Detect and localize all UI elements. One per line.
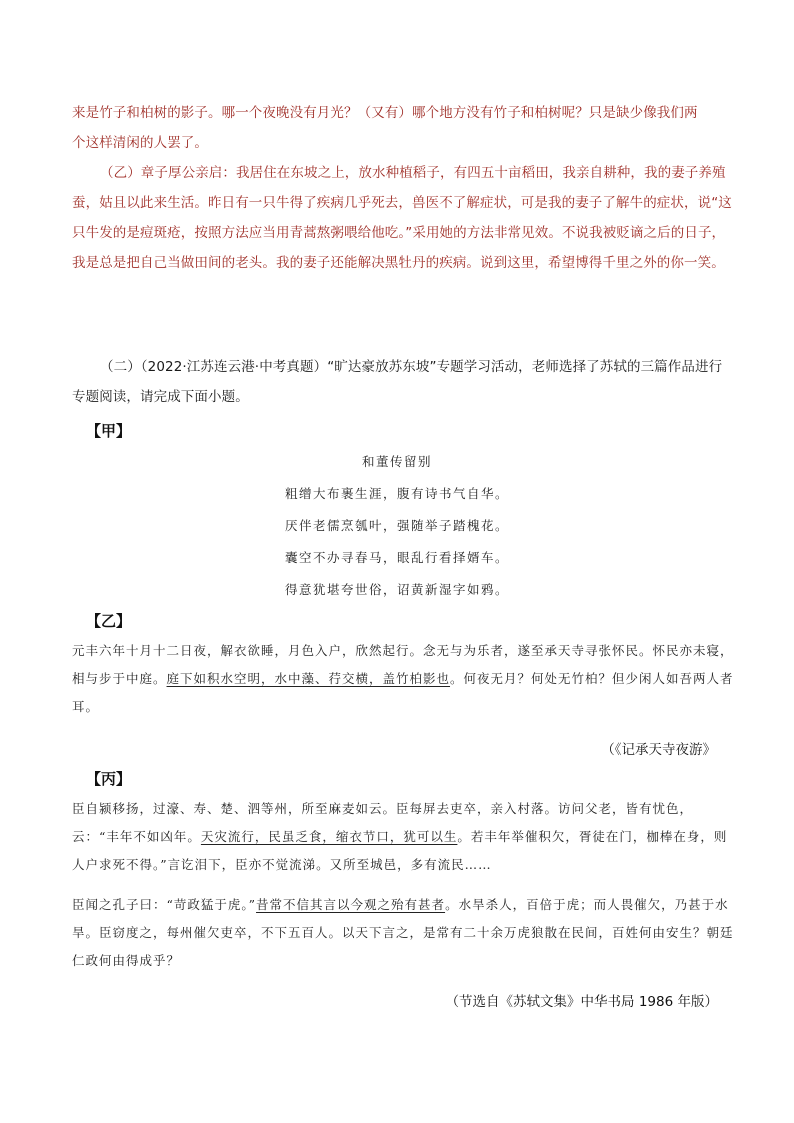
translation-line-1: 来是竹子和柏树的影子。哪一个夜晚没有月光？（又有）哪个地方没有竹子和柏树呢？只是缺少像我们两 xyxy=(72,105,698,121)
poem-title: 和董传留别 xyxy=(361,454,432,469)
yi-text-underlined: 庭下如积水空明，水中藻、荇交横，盖竹柏影也 xyxy=(166,671,451,686)
translation-line-2: 个这样清闲的人罢了。 xyxy=(72,135,208,151)
poem-line-2: 厌伴老儒烹瓠叶，强随举子踏槐花。 xyxy=(284,518,509,533)
poem-line-3: 囊空不办寻春马，眼乱行看择婿车。 xyxy=(284,550,509,565)
bing-p2-underlined: 昔常不信其言以今观之殆有甚者 xyxy=(256,897,446,912)
bing-source: （节选自《苏轼文集》中华书局 1986 年版） xyxy=(445,994,718,1010)
section-jia-label: 【甲】 xyxy=(86,422,132,440)
poem-line-1: 粗缯大布裹生涯，腹有诗书气自华。 xyxy=(284,486,509,501)
bing-p1-underlined: 天灾流行，民虽乏食，缩衣节口，犹可以生 xyxy=(200,829,458,844)
yi-text-a: 元丰六年十月十二日夜，解衣欲睡，月色入户，欣然起行。念无与为乐者，遂至承天寺寻张怀民。怀民亦未寝，相与步于中庭。 xyxy=(72,643,734,686)
section-yi-label: 【乙】 xyxy=(86,612,132,630)
section-bing-label: 【丙】 xyxy=(86,770,132,788)
yi-passage xyxy=(72,637,734,721)
question-intro: （二）（2022·江苏连云港·中考真题）“旷达豪放苏东坡”专题学习活动，老师选择了苏轼的三篇作品进行专题阅读，请完成下面小题。 xyxy=(72,359,723,405)
translation-continuation xyxy=(72,98,732,158)
bing-p2-a: 臣闻之孔子曰：“苛政猛于虎。” xyxy=(72,897,257,912)
bing-p1-b: 。若丰年举催积欠，胥徒在门，枷棒在身，则人户求死不得。”言讫泪下，臣亦不觉流涕。又所至城邑，多有流民…… xyxy=(72,829,728,872)
yi-source: （《记承天寺夜游》 xyxy=(601,742,716,758)
poem-line-4: 得意犹堪夸世俗，诏黄新湿字如鸦。 xyxy=(284,582,509,597)
bing-paragraph-1 xyxy=(72,795,734,879)
bing-p1-a: 臣自颍移扬，过濠、寿、楚、泗等州，所至麻麦如云。臣每屏去吏卒，亲入村落。访问父老，皆有忧色，云：“丰年不如凶年。 xyxy=(72,801,694,844)
bing-paragraph-2 xyxy=(72,891,734,975)
bing-p2-b: 。水旱杀人，百倍于虎；而人畏催欠，乃甚于水旱。臣窃度之，每州催欠吏卒，不下五百人。以天下言之，是常有二十余万虎狼散在民间，百姓何由安生？朝廷仁政何由得成乎？ xyxy=(72,897,734,968)
translation-yi-paragraph: （乙）章子厚公亲启：我居住在东坡之上，放水种植稻子，有四五十亩稻田，我亲自耕种，我的妻子养殖蚕，姑且以此来生活。昨日有一只牛得了疾病几乎死去，兽医不了解症状，可是我的妻子了解牛的症状，说“这只牛发的是痘斑疮，按照方法应当用青蒿熬粥喂给他吃。”采用她的方法非常见效。不说我被贬谪之后的日子，我是总是把自己当做田间的老头。我的妻子还能解决黑牡丹的疾病。说到这里，希望博得千里之外的你一笑。 xyxy=(72,165,732,271)
yi-text-b: 。何夜无月？何处无竹柏？但少闲人如吾两人者耳。 xyxy=(72,671,734,714)
